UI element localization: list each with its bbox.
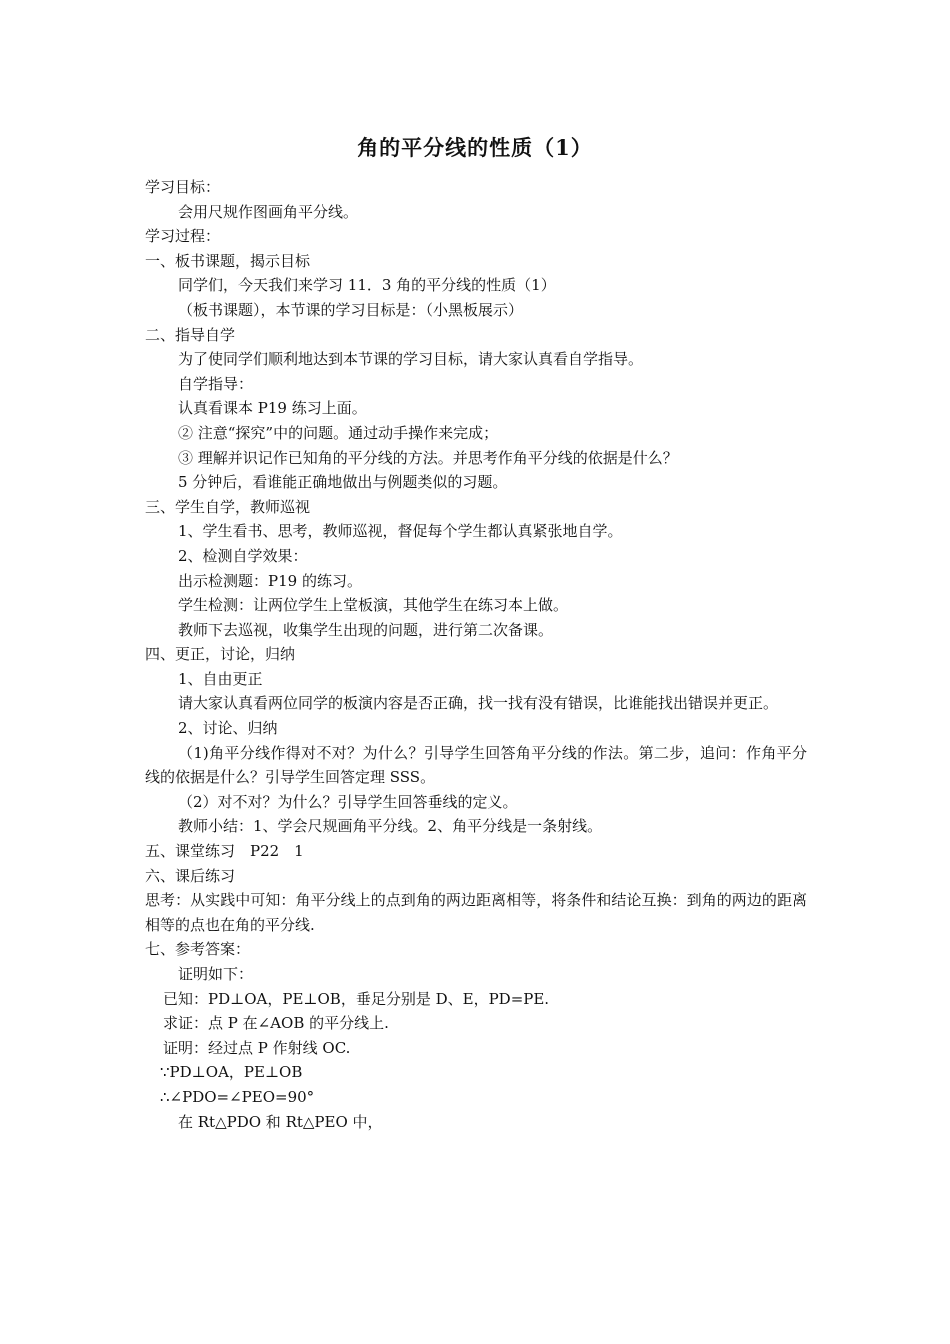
text-line: 学生检测：让两位学生上堂板演，其他学生在练习本上做。 xyxy=(178,596,569,615)
text-line: 1、自由更正 xyxy=(178,669,263,688)
text-line: ③ 理解并识记作已知角的平分线的方法。并思考作角平分线的依据是什么？ xyxy=(178,448,678,467)
text-line: 三、学生自学，教师巡视 xyxy=(145,497,311,516)
text-line: 证明：经过点 P 作射线 OC. xyxy=(163,1038,351,1057)
text-line: ∴∠PDO=∠PEO=90° xyxy=(160,1087,315,1106)
text-line: 二、指导自学 xyxy=(145,325,236,344)
text-line: 会用尺规作图画角平分线。 xyxy=(178,202,359,221)
text-line: 自学指导： xyxy=(178,374,254,393)
text-line: （板书课题），本节课的学习目标是：（小黑板展示） xyxy=(178,300,524,319)
text-line: 四、更正，讨论，归纳 xyxy=(145,645,296,664)
text-line: （2）对不对？为什么？引导学生回答垂线的定义。 xyxy=(178,792,518,811)
text-line: 思考：从实践中可知：角平分线上的点到角的两边距离相等，将条件和结论互换：到角的两边的距离相等的点也在角的平分线. xyxy=(145,891,807,934)
text-line: 已知：PD⊥OA，PE⊥OB，垂足分别是 D、E，PD=PE. xyxy=(163,989,550,1008)
text-line: 为了使同学们顺利地达到本节课的学习目标，请大家认真看自学指导。 xyxy=(178,350,644,369)
text-line: 认真看课本 P19 练习上面。 xyxy=(178,399,367,418)
text-line: 教师小结：1、学会尺规画角平分线。2、角平分线是一条射线。 xyxy=(178,817,603,836)
text-line: 六、课后练习 xyxy=(145,866,236,885)
text-line: 学习目标： xyxy=(145,178,221,196)
text-line: ∵PD⊥OA，PE⊥OB xyxy=(160,1063,303,1082)
text-line: 一、板书课题，揭示目标 xyxy=(145,251,311,270)
document-body xyxy=(145,175,807,1134)
text-line: ② 注意“探究”中的问题。通过动手操作来完成； xyxy=(178,423,499,442)
text-line: 证明如下： xyxy=(178,965,254,983)
text-line: 2、检测自学效果： xyxy=(178,546,308,565)
text-line: 求证：点 P 在∠AOB 的平分线上. xyxy=(163,1014,389,1033)
text-line: 1、学生看书、思考，教师巡视，督促每个学生都认真紧张地自学。 xyxy=(178,522,623,541)
text-line: 五、课堂练习 P22 1 xyxy=(145,842,304,861)
text-line: 教师下去巡视，收集学生出现的问题，进行第二次备课。 xyxy=(178,620,554,639)
text-line: 同学们，今天我们来学习 11．3 角的平分线的性质（1） xyxy=(178,276,556,295)
document-title: 角的平分线的性质（1） xyxy=(357,135,593,160)
text-line: 在 Rt△PDO 和 Rt△PEO 中， xyxy=(178,1112,383,1131)
text-line: 2、讨论、归纳 xyxy=(178,719,278,738)
text-line: 出示检测题：P19 的练习。 xyxy=(178,571,362,590)
text-line: 请大家认真看两位同学的板演内容是否正确，找一找有没有错误，比谁能找出错误并更正。 xyxy=(178,694,779,713)
text-line: 学习过程： xyxy=(145,227,221,246)
text-line: （1)角平分线作得对不对？为什么？引导学生回答角平分线的作法。第二步，追问：作角平分线的依据是什么？引导学生回答定理 SSS。 xyxy=(145,743,807,787)
text-line: 5 分钟后，看谁能正确地做出与例题类似的习题。 xyxy=(178,473,508,492)
text-line: 七、参考答案： xyxy=(145,940,251,959)
